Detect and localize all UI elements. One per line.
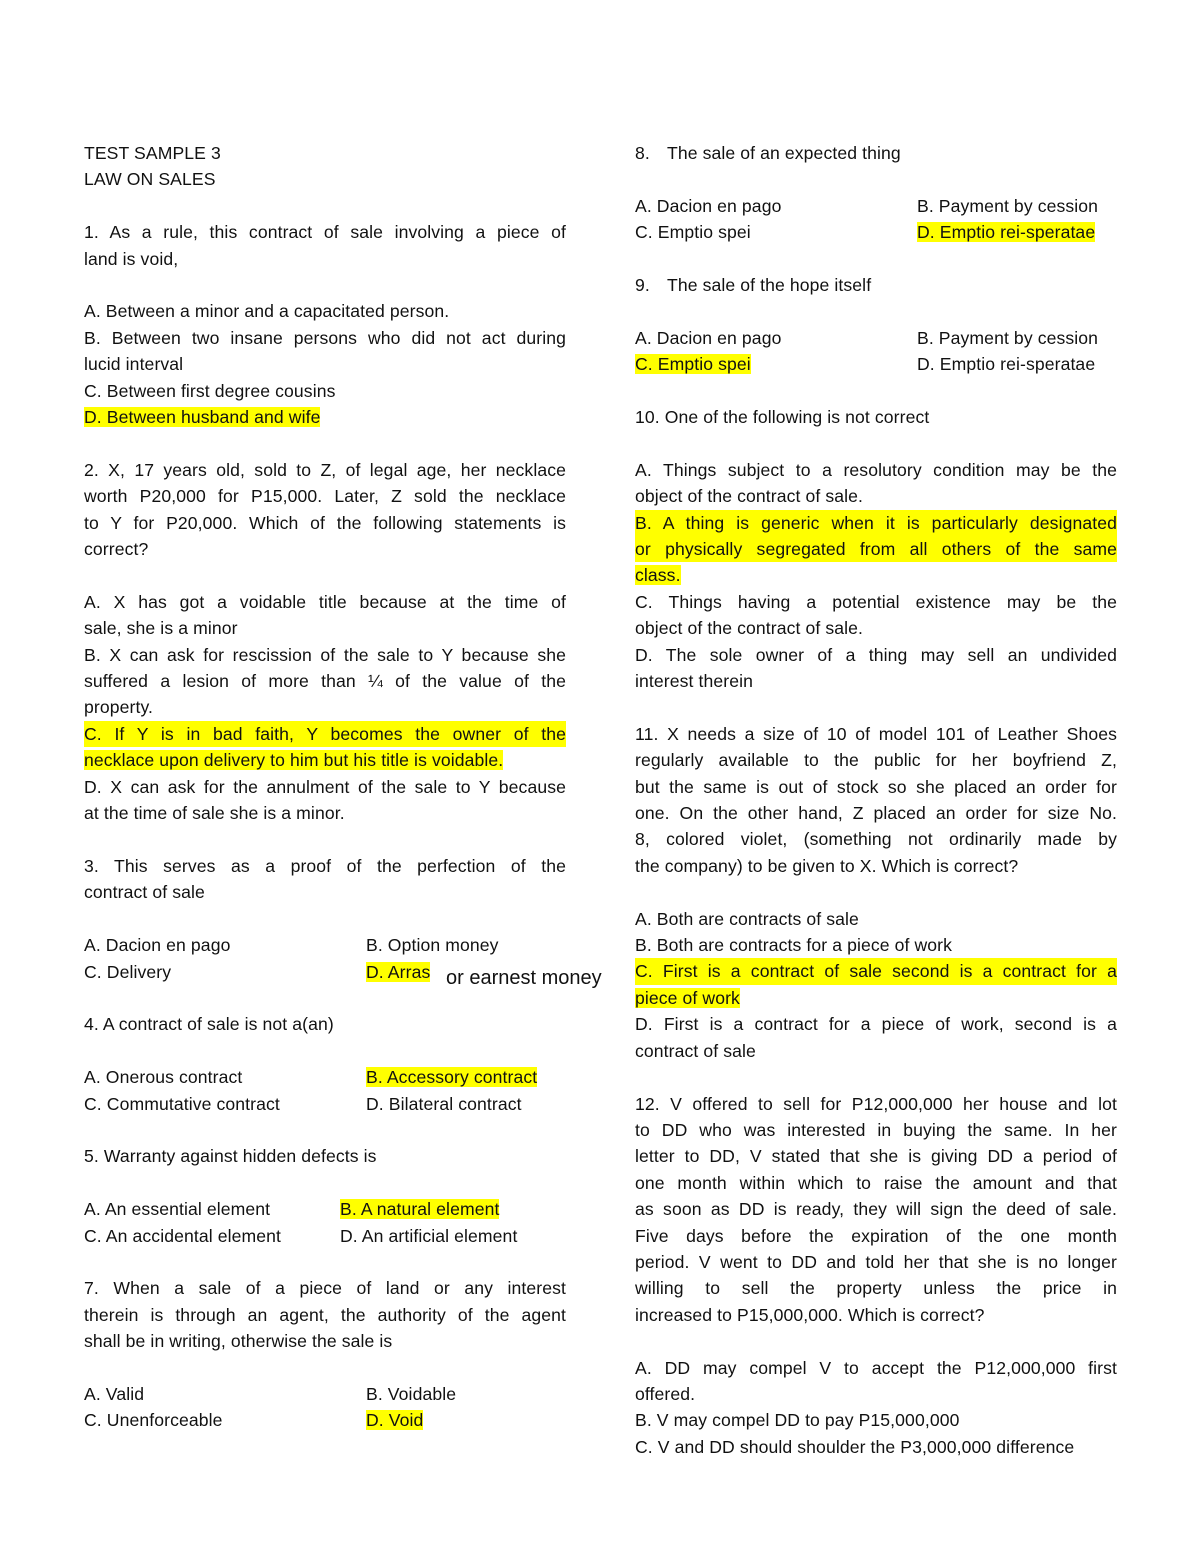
question-stem: period. V went to DD and told her that she is no longer xyxy=(635,1251,1117,1272)
question-stem: 1. As a rule, this contract of sale involving a piece of xyxy=(84,222,566,243)
choice-c: C. Things having a potential existence may be the xyxy=(635,591,1117,612)
question-stem: willing to sell the property unless the price in xyxy=(635,1278,1117,1299)
question-stem: therein is through an agent, the authority of the agent xyxy=(84,1304,566,1325)
document-subtitle: LAW ON SALES xyxy=(84,169,216,190)
annotation-note: or earnest money xyxy=(446,967,602,989)
choice-a: A. Valid xyxy=(84,1383,145,1404)
choice-a: A. Dacion en pago xyxy=(635,327,782,348)
question-stem: 12. V offered to sell for P12,000,000 her house and lot xyxy=(635,1093,1117,1114)
choice-c-answer: piece of work xyxy=(635,987,740,1008)
choice-b: B. Between two insane persons who did not act during xyxy=(84,327,566,348)
right-column xyxy=(635,140,1117,1460)
choice-b: B. Voidable xyxy=(366,1383,457,1404)
choice-c: C. Between first degree cousins xyxy=(84,380,336,401)
choice-b: B. V may compel DD to pay P15,000,000 xyxy=(635,1410,960,1431)
choice-b: property. xyxy=(84,697,154,718)
question-stem: to Y for P20,000. Which of the following statements is xyxy=(84,512,566,533)
choice-b-answer: B. A thing is generic when it is particularly designated xyxy=(635,510,1117,536)
question-stem: regularly available to the public for her boyfriend Z, xyxy=(635,750,1117,771)
question-stem: increased to P15,000,000. Which is correct? xyxy=(635,1304,985,1325)
choice-b-answer: or physically segregated from all others of the same xyxy=(635,536,1117,562)
question-stem: The sale of the hope itself xyxy=(667,275,872,295)
choice-b: lucid interval xyxy=(84,354,184,375)
choice-a: sale, she is a minor xyxy=(84,618,238,639)
question-stem: 10. One of the following is not correct xyxy=(635,407,930,427)
choice-c: C. An accidental element xyxy=(84,1225,282,1246)
choice-d: at the time of sale she is a minor. xyxy=(84,803,345,824)
choice-a: object of the contract of sale. xyxy=(635,486,864,507)
question-stem: letter to DD, V stated that she is giving DD a period of xyxy=(635,1146,1117,1167)
choice-a: A. X has got a voidable title because at the time of xyxy=(84,591,566,612)
question-number: 8. xyxy=(635,143,650,163)
choice-c: object of the contract of sale. xyxy=(635,618,864,639)
question-stem: 8, colored violet, (something not ordinarily made by xyxy=(635,829,1117,850)
question-stem: correct? xyxy=(84,539,149,560)
choice-b-answer: B. Accessory contract xyxy=(366,1067,538,1088)
choice-d: contract of sale xyxy=(635,1040,756,1061)
question-stem: contract of sale xyxy=(84,882,205,903)
choice-a: A. Between a minor and a capacitated person. xyxy=(84,301,450,322)
choice-c: C. Emptio spei xyxy=(635,222,751,243)
choice-d: D. First is a contract for a piece of work, second is a xyxy=(635,1014,1117,1035)
question-stem: 4. A contract of sale is not a(an) xyxy=(84,1014,334,1035)
question-2 xyxy=(84,457,566,827)
choice-b: B. X can ask for rescission of the sale to Y because she xyxy=(84,644,566,665)
choice-b: B. Option money xyxy=(366,935,499,956)
question-stem: worth P20,000 for P15,000. Later, Z sold the necklace xyxy=(84,486,566,507)
choice-d-answer: D. Emptio rei-speratae xyxy=(917,222,1096,243)
question-stem: land is void, xyxy=(84,248,179,269)
choice-d: D. An artificial element xyxy=(340,1225,518,1246)
question-stem: 2. X, 17 years old, sold to Z, of legal age, her necklace xyxy=(84,459,566,480)
choice-a: A. Dacion en pago xyxy=(635,195,782,216)
question-number: 9. xyxy=(635,275,650,295)
choice-c: C. V and DD should shoulder the P3,000,000 difference xyxy=(635,1436,1075,1457)
choice-d-answer: D. Between husband and wife xyxy=(84,407,321,428)
choice-c: C. Commutative contract xyxy=(84,1093,280,1114)
choice-d: D. Emptio rei-speratae xyxy=(917,354,1096,375)
choice-b: B. Payment by cession xyxy=(917,327,1099,348)
question-4 xyxy=(84,1011,566,1117)
question-stem: one month within which to raise the amount and that xyxy=(635,1172,1117,1193)
choice-a: offered. xyxy=(635,1383,696,1404)
question-stem: to DD who was interested in buying the same. In her xyxy=(635,1119,1117,1140)
question-stem: but the same is out of stock so she placed an order for xyxy=(635,776,1117,797)
choice-d-answer: D. Arras xyxy=(366,961,431,982)
question-1 xyxy=(84,219,566,430)
question-stem: 7. When a sale of a piece of land or any interest xyxy=(84,1278,566,1299)
choice-b: B. Payment by cession xyxy=(917,195,1099,216)
choice-a: A. Both are contracts of sale xyxy=(635,908,859,929)
choice-d-answer: D. Void xyxy=(366,1410,424,1431)
choice-c: C. Unenforceable xyxy=(84,1410,223,1431)
choice-b-answer: B. A natural element xyxy=(340,1199,500,1220)
question-stem: 11. X needs a size of 10 of model 101 of Leather Shoes xyxy=(635,723,1117,744)
question-7 xyxy=(84,1275,566,1433)
choice-a: A. Onerous contract xyxy=(84,1067,243,1088)
choice-d: interest therein xyxy=(635,671,753,692)
choice-c-answer: C. First is a contract of sale second is a contract for a xyxy=(635,958,1117,984)
question-9 xyxy=(635,272,1117,378)
choice-d: D. X can ask for the annulment of the sale to Y because xyxy=(84,776,566,797)
question-stem: as soon as DD is ready, they will sign the deed of sale. xyxy=(635,1199,1117,1220)
choice-c-answer: C. If Y is in bad faith, Y becomes the owner of the xyxy=(84,721,566,747)
question-12 xyxy=(635,1091,1117,1461)
choice-c-answer: C. Emptio spei xyxy=(635,354,751,375)
question-stem: Five days before the expiration of the one month xyxy=(635,1225,1117,1246)
question-stem: 5. Warranty against hidden defects is xyxy=(84,1146,377,1167)
question-8 xyxy=(635,140,1117,246)
left-column xyxy=(84,140,566,1434)
choice-d: D. The sole owner of a thing may sell an undivided xyxy=(635,644,1117,665)
choice-a: A. An essential element xyxy=(84,1199,271,1220)
choice-a: A. DD may compel V to accept the P12,000,000 first xyxy=(635,1357,1117,1378)
question-5 xyxy=(84,1143,566,1249)
choice-a: A. Dacion en pago xyxy=(84,935,231,956)
choice-b-answer: class. xyxy=(635,565,681,586)
question-stem: one. On the other hand, Z placed an order for size No. xyxy=(635,803,1117,824)
question-11 xyxy=(635,721,1117,1064)
question-stem: the company) to be given to X. Which is correct? xyxy=(635,855,1019,876)
choice-b: suffered a lesion of more than ¼ of the value of the xyxy=(84,671,566,692)
question-10 xyxy=(635,404,1117,694)
choice-b: B. Both are contracts for a piece of work xyxy=(635,935,953,956)
document-title: TEST SAMPLE 3 xyxy=(84,143,221,163)
choice-d: D. Bilateral contract xyxy=(366,1093,522,1114)
question-stem: shall be in writing, otherwise the sale is xyxy=(84,1331,393,1352)
choice-c-answer: necklace upon delivery to him but his title is voidable. xyxy=(84,750,504,771)
choice-c: C. Delivery xyxy=(84,961,172,982)
question-stem: The sale of an expected thing xyxy=(667,143,901,163)
question-stem: 3. This serves as a proof of the perfection of the xyxy=(84,855,566,876)
choice-a: A. Things subject to a resolutory condition may be the xyxy=(635,459,1117,480)
